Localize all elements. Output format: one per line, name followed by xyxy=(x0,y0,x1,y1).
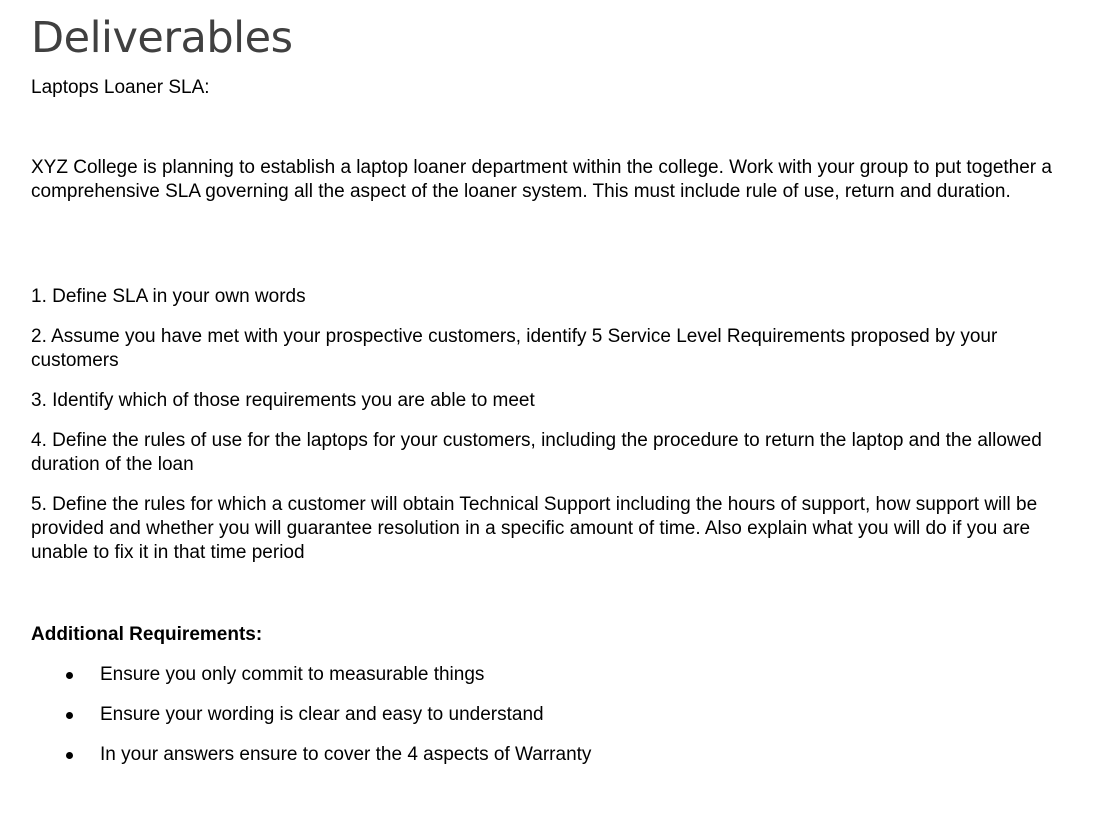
additional-requirements-heading: Additional Requirements: xyxy=(31,624,263,645)
bullet-icon xyxy=(66,712,73,719)
task-item-5: 5. Define the rules for which a customer will obtain Technical Support including the hours of support, how support will be provided and whether you will guarantee resolution in a specific amount of time. Also explain what you will do if you are unable to fix it in that time period xyxy=(31,494,1038,563)
additional-requirements-list xyxy=(31,663,591,783)
task-item-4: 4. Define the rules of use for the laptops for your customers, including the procedure to return the laptop and the allowed duration of the loan xyxy=(31,430,1042,475)
task-item-3: 3. Identify which of those requirements you are able to meet xyxy=(31,390,535,411)
task-item-2: 2. Assume you have met with your prospective customers, identify 5 Service Level Requirements proposed by your customers xyxy=(31,326,998,371)
requirement-item xyxy=(31,703,591,727)
page-title: Deliverables xyxy=(31,13,293,63)
task-list xyxy=(31,285,1066,581)
task-item-1: 1. Define SLA in your own words xyxy=(31,286,306,307)
bullet-icon xyxy=(66,672,73,679)
requirement-item xyxy=(31,663,591,687)
requirement-text: Ensure your wording is clear and easy to understand xyxy=(100,704,544,725)
requirement-item xyxy=(31,743,591,767)
intro-paragraph: XYZ College is planning to establish a laptop loaner department within the college. Work with your group to put together a comprehensive SLA governing all the aspect of the loaner system. This must include rule of use, return and duration. xyxy=(31,157,1052,202)
document-subtitle: Laptops Loaner SLA: xyxy=(31,77,210,98)
requirement-text: Ensure you only commit to measurable things xyxy=(100,664,485,685)
requirement-text: In your answers ensure to cover the 4 aspects of Warranty xyxy=(100,744,592,765)
bullet-icon xyxy=(66,752,73,759)
